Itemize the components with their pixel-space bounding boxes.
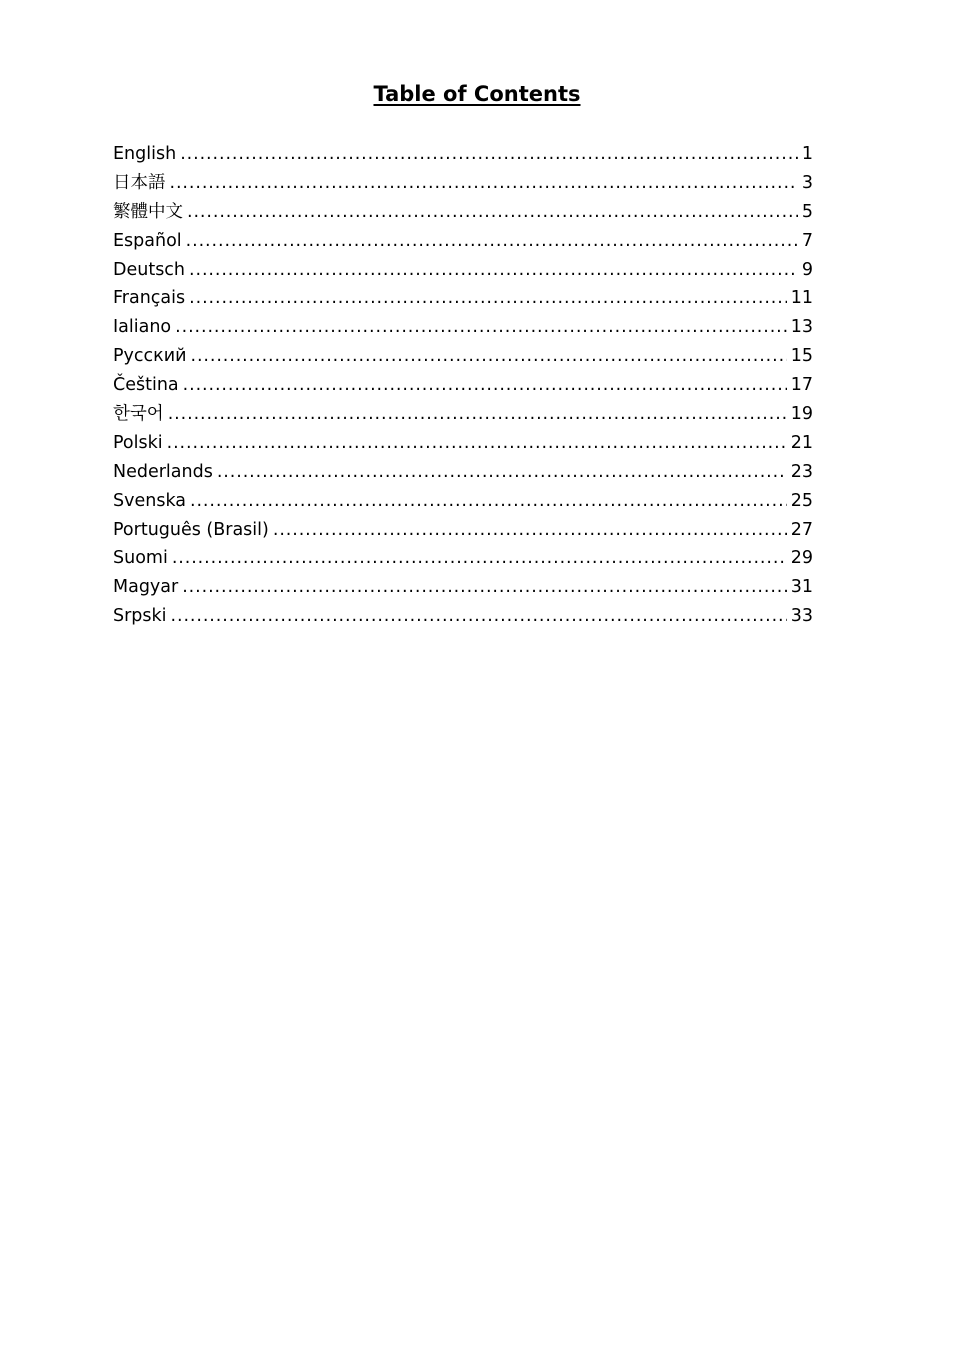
- toc-entry-page: 5: [801, 201, 813, 222]
- toc-entry-label: Ialiano: [113, 317, 172, 338]
- toc-entry-label: Suomi: [113, 548, 168, 569]
- toc-entry-page: 11: [790, 288, 813, 309]
- toc-entry-french[interactable]: [113, 284, 813, 313]
- toc-entry-hungarian[interactable]: [113, 573, 813, 602]
- toc-entry-japanese[interactable]: [113, 169, 813, 198]
- dot-leader: [180, 140, 798, 169]
- toc-entry-page: 3: [801, 172, 813, 193]
- dot-leader: [175, 313, 787, 342]
- dot-leader: [182, 573, 787, 602]
- toc-entry-label: Čeština: [113, 375, 179, 396]
- toc-entry-label: Polski: [113, 432, 163, 453]
- toc-entry-finnish[interactable]: [113, 544, 813, 573]
- toc-entry-page: 1: [801, 144, 813, 164]
- dot-leader: [168, 400, 787, 429]
- dot-leader: [190, 342, 786, 371]
- toc-entry-italian[interactable]: [113, 313, 813, 342]
- toc-entry-label: Magyar: [113, 577, 179, 598]
- toc-entry-traditional-chinese[interactable]: [113, 198, 813, 227]
- toc-entry-label: Português (Brasil): [113, 519, 269, 540]
- toc-entry-page: 29: [790, 548, 813, 569]
- toc-entry-label: 日本語: [113, 172, 166, 193]
- toc-entry-portuguese-brazil[interactable]: [113, 516, 813, 545]
- dot-leader: [187, 198, 798, 227]
- toc-entry-page: 31: [790, 577, 813, 598]
- toc-entry-label: Svenska: [113, 490, 186, 511]
- toc-entry-page: 27: [790, 519, 813, 540]
- dot-leader: [273, 516, 787, 545]
- toc-entry-page: 21: [790, 432, 813, 453]
- toc-entry-label: Español: [113, 230, 182, 251]
- toc-entry-serbian[interactable]: [113, 602, 813, 631]
- toc-entry-page: 15: [790, 346, 813, 367]
- toc-entry-czech[interactable]: [113, 371, 813, 400]
- toc-entry-label: Deutsch: [113, 259, 186, 280]
- toc-entry-page: 7: [801, 230, 813, 251]
- toc-entry-german[interactable]: [113, 256, 813, 285]
- toc-entry-dutch[interactable]: [113, 458, 813, 487]
- dot-leader: [172, 544, 787, 573]
- toc-entry-label: 한국어: [113, 404, 164, 425]
- page-title: Table of Contents: [373, 82, 581, 106]
- toc-entry-russian[interactable]: [113, 342, 813, 371]
- toc-entry-page: 13: [790, 317, 813, 338]
- dot-leader: [190, 487, 787, 516]
- toc-entry-spanish[interactable]: [113, 227, 813, 256]
- toc-entry-korean[interactable]: [113, 400, 813, 429]
- toc-entry-english[interactable]: [113, 140, 813, 169]
- dot-leader: [186, 227, 798, 256]
- toc-entry-label: 繁體中文: [113, 201, 183, 222]
- dot-leader: [189, 284, 787, 313]
- toc-entry-page: 33: [790, 606, 813, 627]
- toc-entry-label: Nederlands: [113, 461, 213, 482]
- dot-leader: [189, 256, 798, 285]
- dot-leader: [170, 169, 798, 198]
- toc-entry-page: 17: [790, 375, 813, 396]
- toc-entry-label: Srpski: [113, 606, 167, 627]
- toc-entry-label: Français: [113, 288, 186, 309]
- dot-leader: [171, 602, 787, 631]
- toc-entry-page: 25: [790, 490, 813, 511]
- toc-list: [113, 140, 813, 631]
- toc-entry-swedish[interactable]: [113, 487, 813, 516]
- toc-entry-page: 9: [801, 259, 813, 280]
- toc-entry-page: 19: [790, 404, 813, 425]
- toc-entry-page: 23: [790, 461, 813, 482]
- dot-leader: [217, 458, 787, 487]
- dot-leader: [167, 429, 787, 458]
- toc-entry-polish[interactable]: [113, 429, 813, 458]
- toc-entry-label: Русский: [113, 346, 187, 367]
- dot-leader: [183, 371, 787, 400]
- toc-entry-label: English: [113, 144, 177, 164]
